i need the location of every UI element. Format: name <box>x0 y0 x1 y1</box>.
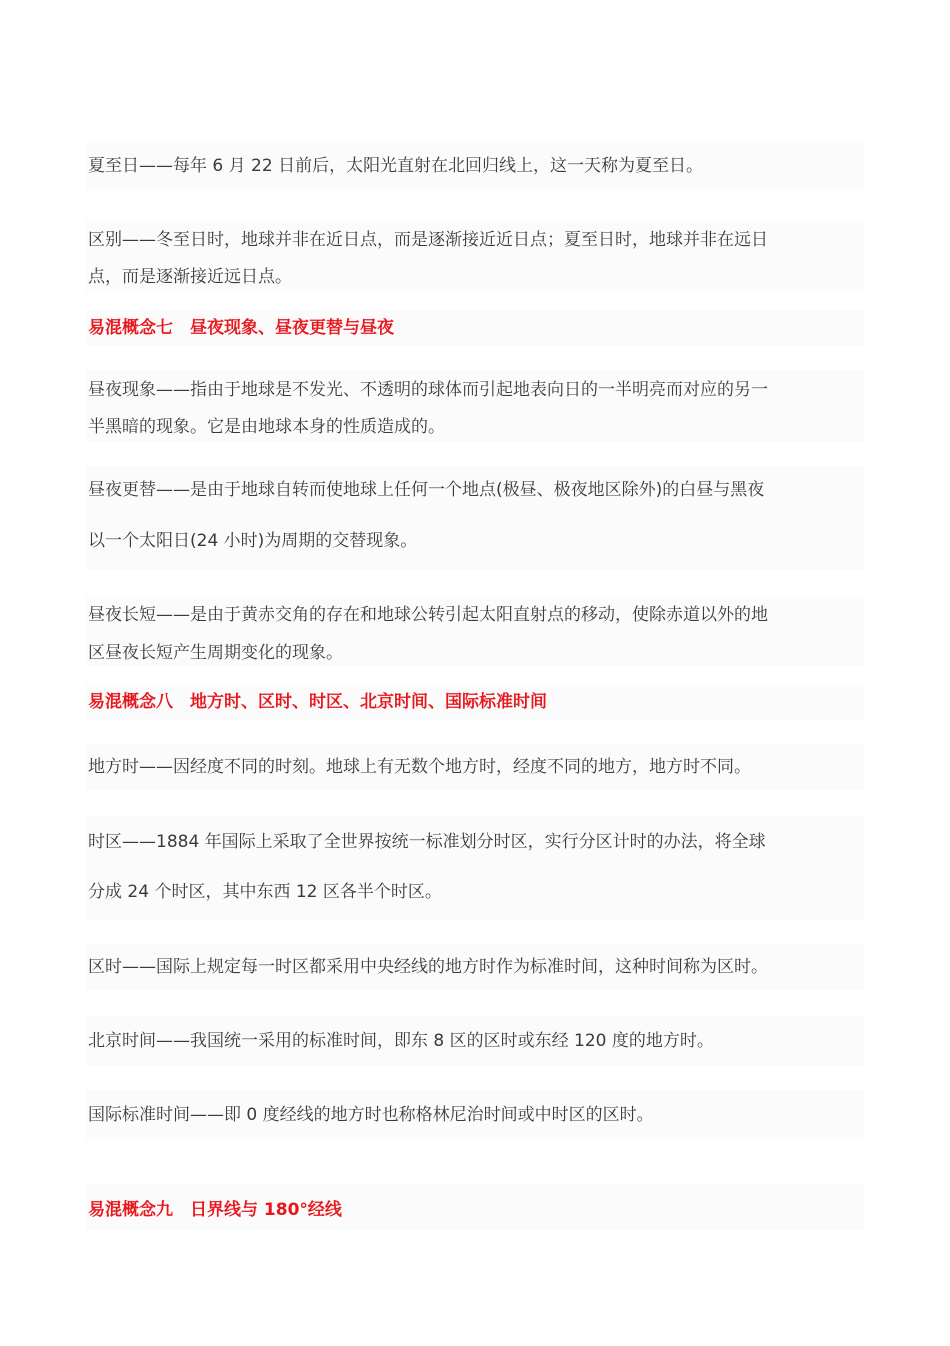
heading-concept-7: 易混概念七 昼夜现象、昼夜更替与昼夜 <box>88 318 394 338</box>
heading-concept-7-block <box>86 310 864 346</box>
text-line: 分成 24 个时区，其中东西 12 区各半个时区。 <box>88 882 442 902</box>
paragraph-day-night-alternation <box>86 466 864 570</box>
text-line: 昼夜更替——是由于地球自转而使地球上任何一个地点(极昼、极夜地区除外)的白昼与黑夜 <box>88 480 765 500</box>
text-line: 昼夜现象——指由于地球是不发光、不透明的球体而引起地表向日的一半明亮而对应的另一 <box>88 380 768 400</box>
text-line: 以一个太阳日(24 小时)为周期的交替现象。 <box>88 531 418 551</box>
text-line: 北京时间——我国统一采用的标准时间，即东 8 区的区时或东经 120 度的地方时。 <box>88 1031 714 1051</box>
text-line: 半黑暗的现象。它是由地球本身的性质造成的。 <box>88 417 445 437</box>
paragraph-time-zone <box>86 816 864 920</box>
text-line: 夏至日——每年 6 月 22 日前后，太阳光直射在北回归线上，这一天称为夏至日。 <box>88 156 704 176</box>
text-line: 昼夜长短——是由于黄赤交角的存在和地球公转引起太阳直射点的移动，使除赤道以外的地 <box>88 605 768 625</box>
text-line: 时区——1884 年国际上采取了全世界按统一标准划分时区，实行分区计时的办法，将全球 <box>88 832 766 852</box>
text-line: 区别——冬至日时，地球并非在近日点，而是逐渐接近近日点；夏至日时，地球并非在远日 <box>88 230 768 250</box>
paragraph-zone-time <box>86 944 864 990</box>
paragraph-day-night-phenomenon <box>86 370 864 442</box>
paragraph-beijing-time <box>86 1016 864 1066</box>
heading-concept-9: 易混概念九 日界线与 180°经线 <box>88 1200 342 1220</box>
text-line: 国际标准时间——即 0 度经线的地方时也称格林尼治时间或中时区的区时。 <box>88 1105 654 1125</box>
heading-concept-8: 易混概念八 地方时、区时、时区、北京时间、国际标准时间 <box>88 692 547 712</box>
paragraph-summer-solstice <box>86 143 864 189</box>
paragraph-difference <box>86 220 864 292</box>
heading-concept-8-block <box>86 684 864 720</box>
paragraph-day-night-length <box>86 596 864 666</box>
text-line: 点，而是逐渐接近远日点。 <box>88 267 292 287</box>
heading-concept-9-block <box>86 1184 864 1230</box>
text-line: 区时——国际上规定每一时区都采用中央经线的地方时作为标准时间，这种时间称为区时。 <box>88 957 768 977</box>
paragraph-local-time <box>86 744 864 790</box>
text-line: 区昼夜长短产生周期变化的现象。 <box>88 643 343 663</box>
text-line: 地方时——因经度不同的时刻。地球上有无数个地方时，经度不同的地方，地方时不同。 <box>88 757 751 777</box>
paragraph-international-standard-time <box>86 1090 864 1140</box>
